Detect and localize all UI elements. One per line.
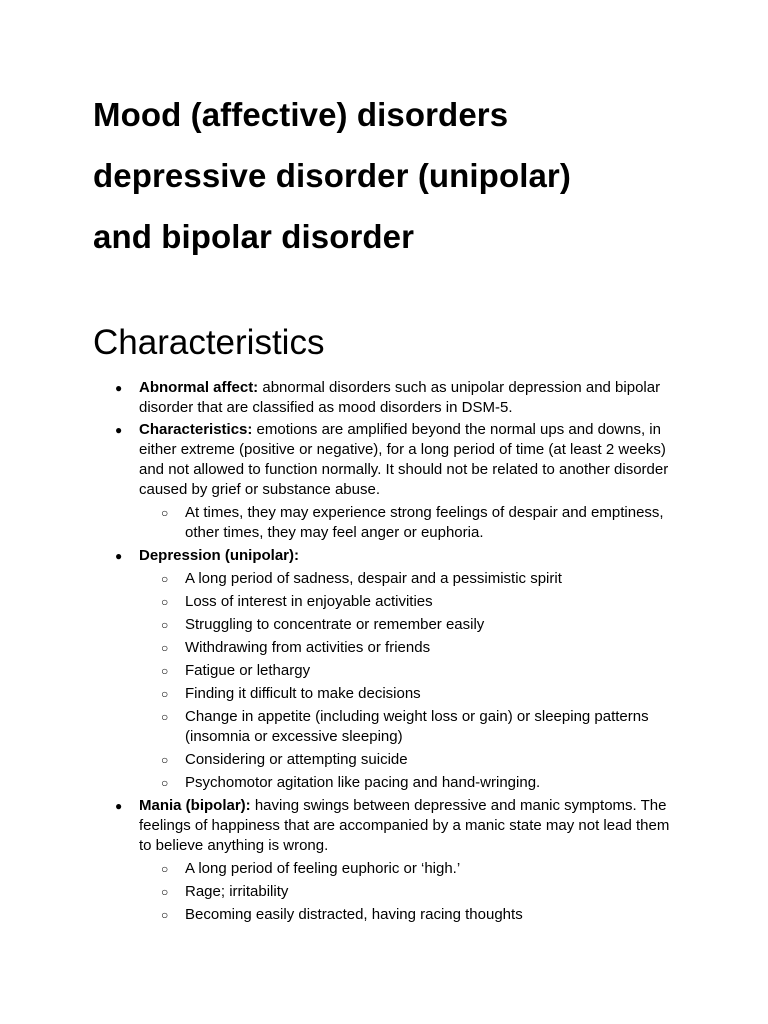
- sub-list-item: [139, 684, 683, 704]
- sub-bullet-text: Change in appetite (including weight loss or gain) or sleeping patterns (insomnia or excessive sleeping): [185, 708, 649, 745]
- sub-list-item: [139, 707, 683, 747]
- hollow-bullet-icon: ○: [161, 572, 169, 586]
- sub-bullet-text: Struggling to concentrate or remember easily: [185, 616, 485, 633]
- list-item: [93, 546, 683, 793]
- bullet-text: having swings between depressive and manic symptoms. The feelings of happiness that are accompanied by a manic state may not lead them to believe anything is wrong.: [139, 797, 670, 854]
- bullet-label: Abnormal affect:: [139, 379, 259, 396]
- bullet-icon: ●: [115, 549, 123, 563]
- sub-bullet-text: A long period of feeling euphoric or ‘high.’: [185, 860, 461, 877]
- hollow-bullet-icon: ○: [161, 776, 169, 790]
- sub-list-item: [139, 569, 683, 589]
- document-title: [93, 0, 683, 267]
- bullet-icon: ●: [115, 381, 123, 395]
- hollow-bullet-icon: ○: [161, 885, 169, 899]
- list-item: [93, 420, 683, 543]
- hollow-bullet-icon: ○: [161, 753, 169, 767]
- sub-bullet-list: [139, 859, 683, 925]
- title-line: Mood (affective) disorders: [93, 96, 509, 133]
- hollow-bullet-icon: ○: [161, 595, 169, 609]
- sub-list-item: [139, 882, 683, 902]
- hollow-bullet-icon: ○: [161, 618, 169, 632]
- document-page: [93, 0, 683, 928]
- hollow-bullet-icon: ○: [161, 506, 169, 520]
- sub-list-item: [139, 615, 683, 635]
- bullet-label: Mania (bipolar):: [139, 797, 251, 814]
- sub-bullet-text: Rage; irritability: [185, 883, 289, 900]
- sub-list-item: [139, 638, 683, 658]
- hollow-bullet-icon: ○: [161, 641, 169, 655]
- sub-list-item: [139, 859, 683, 879]
- bullet-text: abnormal disorders such as unipolar depression and bipolar disorder that are classified as mood disorders in DSM-5.: [139, 379, 661, 416]
- sub-list-item: [139, 905, 683, 925]
- hollow-bullet-icon: ○: [161, 710, 169, 724]
- bullet-label: Depression (unipolar):: [139, 547, 300, 564]
- list-item: [93, 378, 683, 418]
- sub-list-item: [139, 592, 683, 612]
- bullet-icon: ●: [115, 423, 123, 437]
- sub-bullet-text: Psychomotor agitation like pacing and hand-wringing.: [185, 774, 541, 791]
- sub-bullet-list: [139, 503, 683, 543]
- hollow-bullet-icon: ○: [161, 687, 169, 701]
- sub-bullet-text: Becoming easily distracted, having racing thoughts: [185, 906, 523, 923]
- section-heading: Characteristics: [93, 323, 325, 362]
- bullet-icon: ●: [115, 799, 123, 813]
- sub-bullet-text: Loss of interest in enjoyable activities: [185, 593, 433, 610]
- sub-bullet-text: Fatigue or lethargy: [185, 662, 311, 679]
- sub-bullet-text: Withdrawing from activities or friends: [185, 639, 431, 656]
- title-line: and bipolar disorder: [93, 218, 415, 255]
- sub-bullet-text: A long period of sadness, despair and a pessimistic spirit: [185, 570, 562, 587]
- sub-list-item: [139, 750, 683, 770]
- sub-bullet-text: At times, they may experience strong feelings of despair and emptiness, other times, they may feel anger or euphoria.: [185, 504, 664, 541]
- bullet-list: [93, 378, 683, 925]
- list-item: [93, 796, 683, 925]
- sub-list-item: [139, 773, 683, 793]
- bullet-label: Characteristics:: [139, 421, 253, 438]
- hollow-bullet-icon: ○: [161, 862, 169, 876]
- sub-bullet-list: [139, 569, 683, 793]
- hollow-bullet-icon: ○: [161, 908, 169, 922]
- sub-bullet-text: Finding it difficult to make decisions: [185, 685, 421, 702]
- bullet-text: emotions are amplified beyond the normal ups and downs, in either extreme (positive or negative), for a long period of time (at least 2 weeks) and not allowed to function normally. It should not be related to another disorder caused by grief or substance abuse.: [139, 421, 669, 498]
- title-line: depressive disorder (unipolar): [93, 157, 571, 194]
- sub-list-item: [139, 503, 683, 543]
- sub-bullet-text: Considering or attempting suicide: [185, 751, 408, 768]
- hollow-bullet-icon: ○: [161, 664, 169, 678]
- sub-list-item: [139, 661, 683, 681]
